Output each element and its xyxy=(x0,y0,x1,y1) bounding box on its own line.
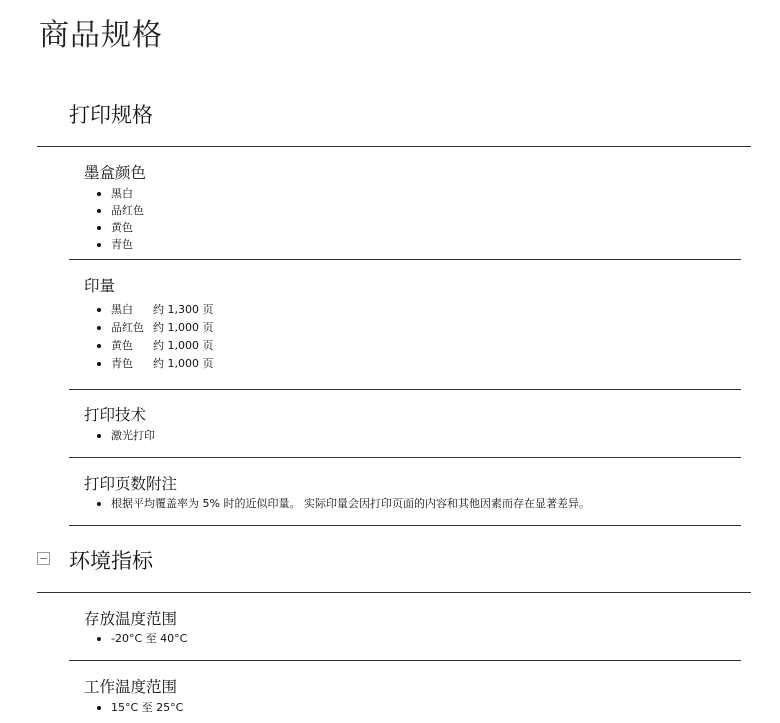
yield-color: 黑白 xyxy=(111,303,133,316)
spec-title: 存放温度范围 xyxy=(84,610,178,628)
yield-value: 约 1,000 页 xyxy=(153,357,214,370)
spec-divider xyxy=(69,389,741,390)
collapse-icon[interactable] xyxy=(37,552,50,565)
spec-divider xyxy=(69,457,741,458)
spec-divider xyxy=(69,525,741,526)
spec-title: 打印页数附注 xyxy=(84,475,178,493)
yield-color: 品红色 xyxy=(111,321,144,334)
list-item: 品红色 xyxy=(111,204,144,217)
spec-list xyxy=(111,185,144,253)
list-item: 青色 xyxy=(111,236,144,253)
spec-list xyxy=(111,699,183,717)
spec-title: 印量 xyxy=(84,277,116,295)
spec-list xyxy=(111,427,155,445)
list-item xyxy=(111,319,213,337)
yield-value: 约 1,000 页 xyxy=(153,321,214,334)
yield-color: 黄色 xyxy=(111,339,133,352)
page-title: 商品规格 xyxy=(39,18,163,53)
spec-title: 打印技术 xyxy=(84,406,147,424)
section-heading-print-specs: 打印规格 xyxy=(69,103,153,127)
spec-divider xyxy=(69,259,741,260)
spec-title: 墨盒颜色 xyxy=(84,164,147,182)
list-item: 根据平均覆盖率为 5% 时的近似印量。 实际印量会因打印页面的内容和其他因素而存在显著差异。 xyxy=(111,495,590,513)
list-item xyxy=(111,301,213,319)
list-item: -20°C 至 40°C xyxy=(111,630,187,648)
spec-title: 工作温度范围 xyxy=(84,678,178,696)
list-item: 黑白 xyxy=(111,185,144,202)
section-divider xyxy=(37,592,751,593)
yield-value: 约 1,000 页 xyxy=(153,339,214,352)
list-item xyxy=(111,355,213,373)
spec-list xyxy=(111,630,187,648)
section-heading-env-specs: 环境指标 xyxy=(69,549,153,573)
spec-list xyxy=(111,301,213,373)
section-divider xyxy=(37,146,751,147)
yield-value: 约 1,300 页 xyxy=(153,303,214,316)
spec-divider xyxy=(69,660,741,661)
list-item: 15°C 至 25°C xyxy=(111,699,183,717)
spec-list xyxy=(111,495,590,513)
list-item: 激光打印 xyxy=(111,427,155,445)
list-item xyxy=(111,337,213,355)
list-item: 黄色 xyxy=(111,219,144,236)
yield-color: 青色 xyxy=(111,357,133,370)
